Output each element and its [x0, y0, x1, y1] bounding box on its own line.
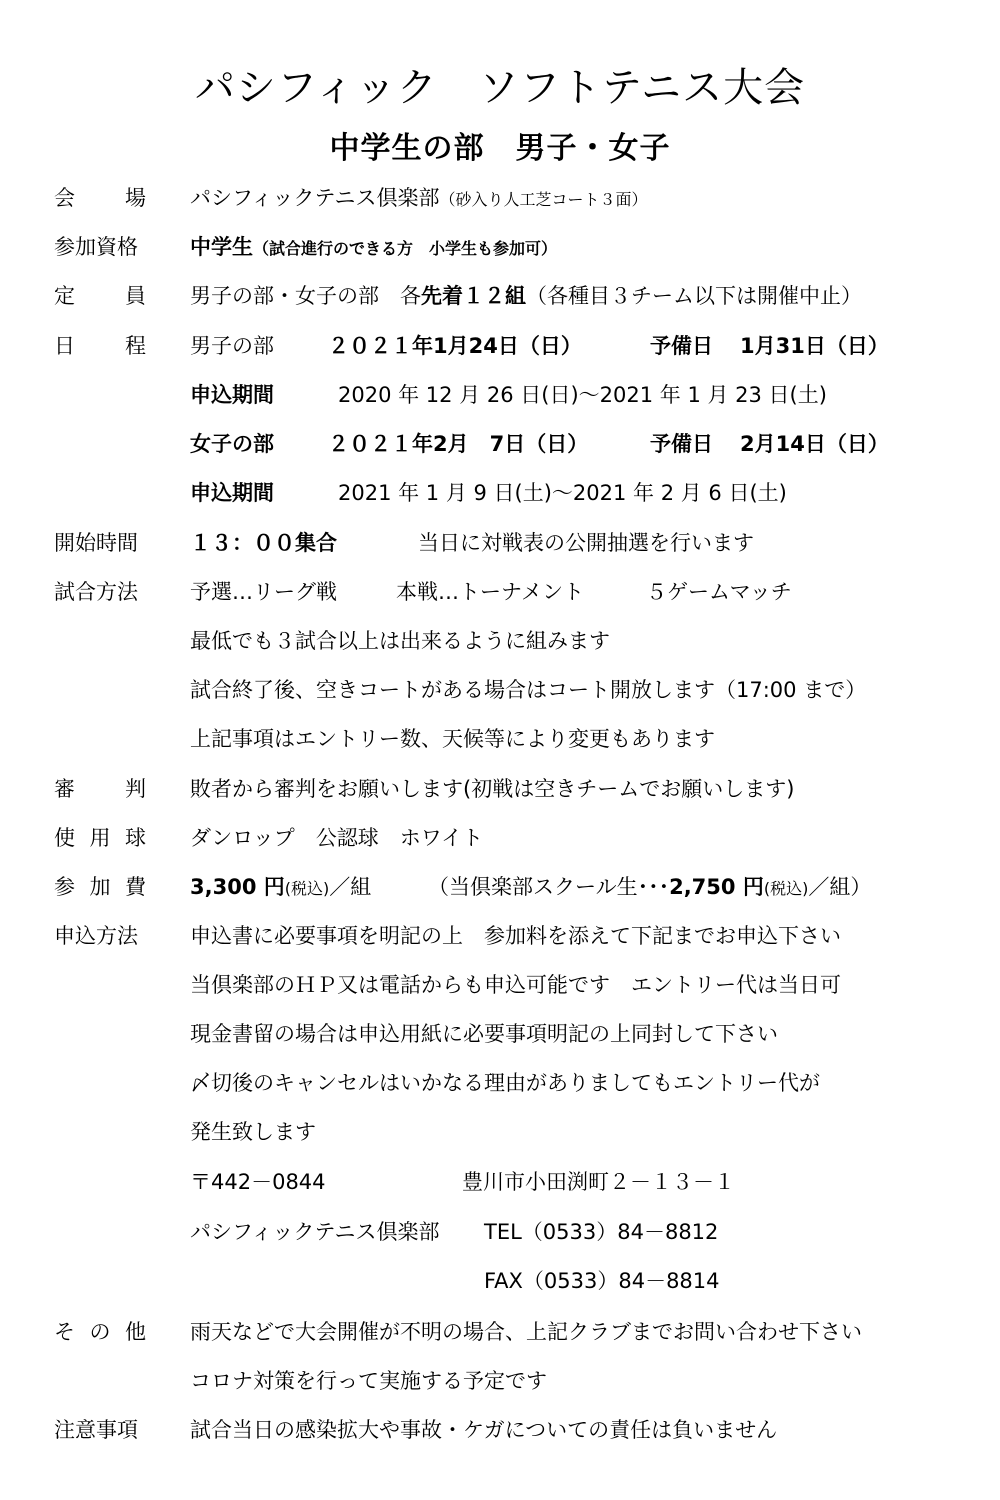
- page-subtitle: 中学生の部 男子・女子: [329, 131, 671, 166]
- application-line-row: [0, 1112, 1000, 1152]
- application-row: [0, 916, 1000, 956]
- address: 豊川市小田渕町２－１３－１: [462, 1170, 735, 1194]
- start-time-note: 当日に対戦表の公開抽選を行います: [418, 531, 754, 555]
- boys-date: ２０２１年1月24日（日）: [328, 334, 582, 358]
- caution-label: 注意事項: [54, 1418, 138, 1442]
- boys-period: 2020 年 12 月 26 日(日)～2021 年 1 月 23 日(土): [338, 383, 827, 407]
- referee-row: [0, 769, 1000, 809]
- fee-row: [0, 867, 1000, 907]
- ball-row: [0, 818, 1000, 858]
- referee-value: 敗者から審判をお願いします(初戦は空きチームでお願いします): [190, 777, 795, 801]
- schedule-girls-row: [0, 424, 1000, 464]
- girls-reserve-label: 予備日: [650, 432, 713, 456]
- tel-number: TEL（0533）84－8812: [484, 1220, 719, 1244]
- match-prelim: 予選…リーグ戦: [190, 580, 337, 604]
- fax-row: [0, 1261, 1000, 1301]
- page-title: パシフィック ソフトテニス大会: [194, 65, 806, 111]
- match-format-line4: 上記事項はエントリー数、天候等により変更もあります: [190, 727, 715, 751]
- match-format-line3: 試合終了後、空きコートがある場合はコート開放します（17:00 まで）: [190, 678, 867, 702]
- fee-amount: 3,300 円: [190, 875, 285, 899]
- boys-reserve-label: 予備日: [650, 334, 713, 358]
- club-tel-row: [0, 1212, 1000, 1252]
- capacity-label: 定 員: [54, 284, 146, 308]
- match-format-row: [0, 572, 1000, 612]
- schedule-girls-period-row: [0, 473, 1000, 513]
- application-line-row: [0, 965, 1000, 1005]
- match-main: 本戦…トーナメント: [396, 580, 585, 604]
- boys-reserve-date: 1月31日（日）: [740, 334, 889, 358]
- ball-value: ダンロップ 公認球 ホワイト: [190, 826, 484, 850]
- girls-division-label: 女子の部: [190, 432, 274, 456]
- application-line-3: 現金書留の場合は申込用紙に必要事項明記の上同封して下さい: [190, 1022, 778, 1046]
- application-line-row: [0, 1014, 1000, 1054]
- application-line-4: 〆切後のキャンセルはいかなる理由がありましてもエントリー代が: [190, 1071, 820, 1095]
- application-label: 申込方法: [54, 924, 138, 948]
- fee-label: 参 加 費: [54, 875, 146, 899]
- schedule-boys-period-row: [0, 375, 1000, 415]
- match-format-line2-row: [0, 621, 1000, 661]
- caution-value: 試合当日の感染拡大や事故・ケガについての責任は負いません: [190, 1418, 778, 1442]
- club-name: パシフィックテニス倶楽部: [190, 1220, 440, 1244]
- address-row: [0, 1162, 1000, 1202]
- boys-period-label: 申込期間: [190, 383, 274, 407]
- other-label: そ の 他: [54, 1320, 146, 1344]
- venue-value: パシフィックテニス倶楽部（砂入り人工芝コート３面）: [190, 186, 648, 210]
- match-format-line4-row: [0, 719, 1000, 759]
- schedule-boys-row: [0, 326, 1000, 366]
- venue-note: （砂入り人工芝コート３面）: [439, 190, 648, 209]
- boys-division-label: 男子の部: [190, 334, 274, 358]
- eligibility-note: （試合進行のできる方 小学生も参加可）: [253, 239, 558, 258]
- start-time-label: 開始時間: [54, 531, 138, 555]
- girls-period-label: 申込期間: [190, 481, 274, 505]
- start-time-row: [0, 523, 1000, 563]
- match-format-label: 試合方法: [54, 580, 138, 604]
- eligibility-row: [0, 227, 1000, 267]
- girls-date: ２０２１年2月 7日（日）: [328, 432, 589, 456]
- start-time-value: １３：００集合: [190, 531, 337, 555]
- capacity-value: 男子の部・女子の部 各先着１２組（各種目３チーム以下は開催中止）: [190, 284, 862, 308]
- other-line-2: コロナ対策を行って実施する予定です: [190, 1369, 547, 1393]
- other-line-row: [0, 1361, 1000, 1401]
- girls-period: 2021 年 1 月 9 日(土)～2021 年 2 月 6 日(土): [338, 481, 787, 505]
- girls-reserve-date: 2月14日（日）: [740, 432, 889, 456]
- postal-code: 〒442－0844: [190, 1170, 326, 1194]
- application-line-row: [0, 1063, 1000, 1103]
- venue-row: [0, 178, 1000, 218]
- application-line-5: 発生致します: [190, 1120, 316, 1144]
- match-games: ５ゲームマッチ: [646, 580, 792, 604]
- fee-value: 3,300 円(税込)／組: [190, 875, 372, 899]
- ball-label: 使 用 球: [54, 826, 146, 850]
- application-line-2: 当倶楽部のＨＰ又は電話からも申込可能です エントリー代は当日可: [190, 973, 841, 997]
- eligibility-label: 参加資格: [54, 235, 138, 259]
- eligibility-value: 中学生（試合進行のできる方 小学生も参加可）: [190, 235, 558, 259]
- other-row: [0, 1312, 1000, 1352]
- capacity-row: [0, 276, 1000, 316]
- fee-school-amount: 2,750 円: [669, 875, 764, 899]
- fax-number: FAX（0533）84－8814: [484, 1269, 720, 1293]
- venue-label: 会 場: [54, 186, 146, 210]
- application-line-1: 申込書に必要事項を明記の上 参加料を添えて下記までお申込下さい: [190, 924, 841, 948]
- schedule-label: 日 程: [54, 334, 146, 358]
- caution-row: [0, 1410, 1000, 1450]
- match-format-line2: 最低でも３試合以上は出来るように組みます: [190, 629, 610, 653]
- other-line-1: 雨天などで大会開催が不明の場合、上記クラブまでお問い合わせ下さい: [190, 1320, 862, 1344]
- fee-school-note: （当倶楽部スクール生･･･2,750 円(税込)／組）: [428, 875, 872, 899]
- referee-label: 審 判: [54, 777, 146, 801]
- match-format-line3-row: [0, 670, 1000, 710]
